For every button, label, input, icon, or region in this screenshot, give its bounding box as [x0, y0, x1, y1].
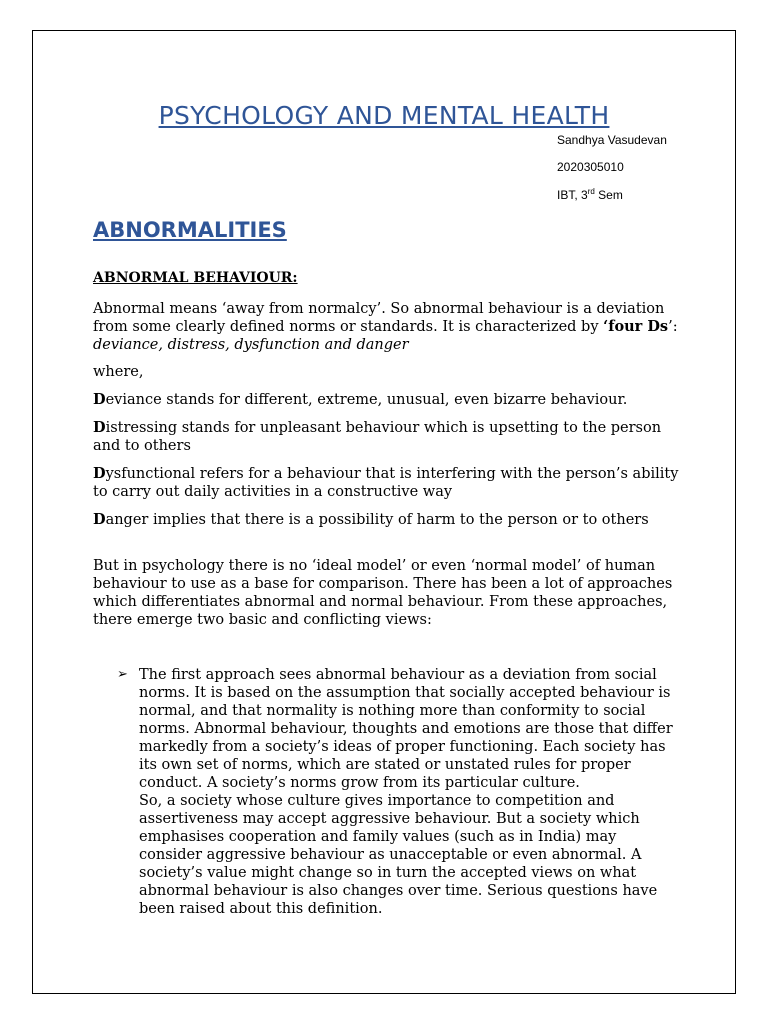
roll-number: 2020305010	[557, 160, 624, 174]
class-info	[557, 187, 623, 202]
d-dysfunction	[93, 465, 683, 501]
d-text: ysfunctional refers for a behaviour that is interfering with the person’s ability to carry out daily activities in a constructive way	[93, 466, 679, 500]
arrow-bullet-icon: ➢	[117, 667, 128, 682]
d-danger	[93, 511, 683, 529]
author-name: Sandhya Vasudevan	[557, 133, 667, 147]
d-text: anger implies that there is a possibility of harm to the person or to others	[105, 512, 649, 528]
intro-paragraph	[93, 300, 683, 354]
intro-text: Abnormal means ‘away from normalcy’. So abnormal behaviour is a deviation from some clearly defined norms or standards. It is characterized by	[93, 301, 665, 335]
d-text: eviance stands for different, extreme, unusual, even bizarre behaviour.	[105, 392, 628, 408]
d-letter: D	[93, 511, 106, 528]
d-letter: D	[93, 465, 106, 482]
intro-bold: ‘four Ds	[603, 318, 669, 335]
bullet-list-item	[117, 666, 677, 918]
d-deviance	[93, 391, 683, 409]
intro-italic: deviance, distress, dysfunction and danger	[93, 337, 409, 353]
d-letter: D	[93, 419, 106, 436]
class-prefix: IBT, 3	[557, 188, 588, 202]
d-distress	[93, 419, 683, 455]
bullet-text-1: The first approach sees abnormal behaviour as a deviation from social norms. It is based on the assumption that socially accepted behaviour is normal, and that normality is nothing more than conformity to social norms. Abnormal behaviour, thoughts and emotions are those that differ markedly from a society’s ideas of proper functioning. Each society has its own set of norms, which are stated or unstated rules for proper conduct. A society’s norms grow from its particular culture.	[139, 667, 673, 791]
class-superscript: rd	[587, 187, 595, 196]
intro-text-2: ’:	[668, 319, 678, 335]
page-title: PSYCHOLOGY AND MENTAL HEALTH	[158, 101, 610, 130]
psychology-paragraph: But in psychology there is no ‘ideal model’ or even ‘normal model’ of human behaviour to use as a base for comparison. There has been a lot of approaches which differentiates abnormal and normal behaviour. From these approaches, there emerge two basic and conflicting views:	[93, 558, 673, 628]
d-text: istressing stands for unpleasant behaviour which is upsetting to the person and to others	[93, 420, 662, 454]
class-suffix: Sem	[594, 188, 623, 202]
d-letter: D	[93, 391, 106, 408]
bullet-text-2: So, a society whose culture gives importance to competition and assertiveness may accept aggressive behaviour. But a society which emphasises cooperation and family values (such as in India) may consider aggressive behaviour as unacceptable or even abnormal. A society’s value might change so in turn the accepted views on what abnormal behaviour is also changes over time. Serious questions have been raised about this definition.	[139, 793, 658, 917]
section-heading: ABNORMALITIES	[93, 218, 287, 242]
sub-heading: ABNORMAL BEHAVIOUR:	[93, 270, 298, 286]
where-text: where,	[93, 364, 144, 380]
